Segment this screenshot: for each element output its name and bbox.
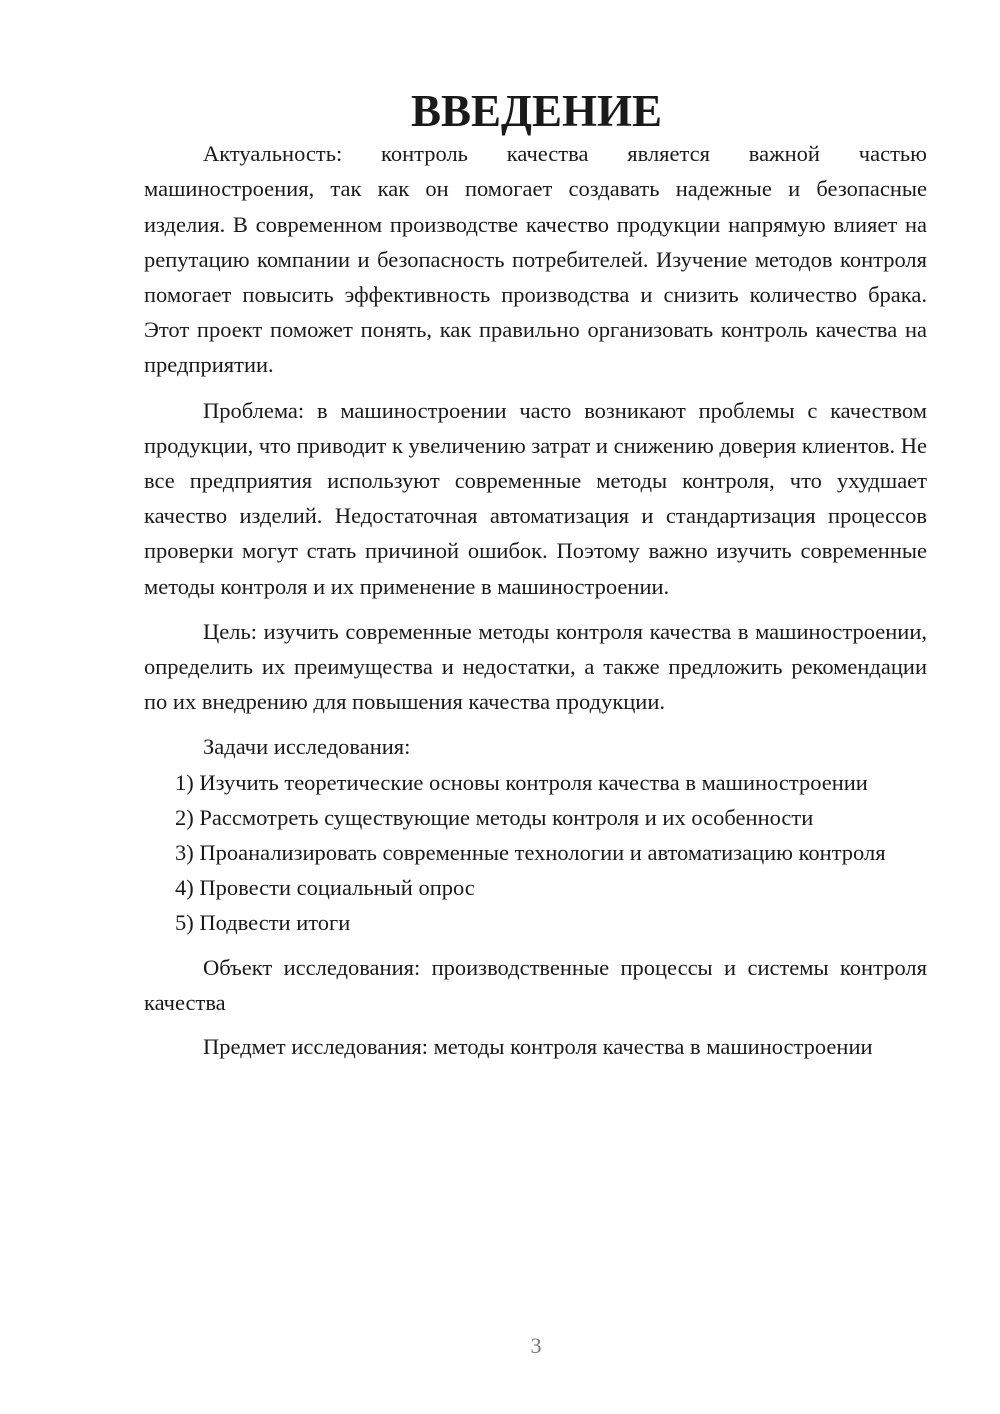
page-content xyxy=(144,86,927,1064)
page-title: ВВЕДЕНИЕ xyxy=(410,86,663,136)
goal-paragraph: Цель: изучить современные методы контроля качества в машиностроении, определить их преимущества и недостатки, а также предложить рекомендации по их внедрению для повышения качества продукции. xyxy=(144,618,927,715)
relevance-paragraph: Актуальность: контроль качества является важной частью машиностроения, так как он помогает создавать надежные и безопасные изделия. В современном производстве качество продукции напрямую влияет на репутацию компании и безопасность потребителей. Изучение методов контроля помогает повысить эффективность производства и снизить количество брака. Этот проект поможет понять, как правильно организовать контроль качества на предприятии. xyxy=(144,141,927,378)
page-number: 3 xyxy=(530,1333,542,1358)
task-item-4: 4) Провести социальный опрос xyxy=(175,875,475,901)
task-item-5: 5) Подвести итоги xyxy=(175,910,351,936)
problem-paragraph: Проблема: в машиностроении часто возникают проблемы с качеством продукции, что приводит к увеличению затрат и снижению доверия клиентов. Не все предприятия используют современные методы контроля, что ухудшает качество изделий. Недостаточная автоматизация и стандартизация процессов проверки могут стать причиной ошибок. Поэтому важно изучить современные методы контроля и их применение в машиностроении. xyxy=(144,397,927,599)
task-item-2: 2) Рассмотреть существующие методы контроля и их особенности xyxy=(175,804,814,830)
subject-paragraph: Предмет исследования: методы контроля качества в машиностроении xyxy=(203,1034,873,1060)
task-item-1: 1) Изучить теоретические основы контроля качества в машиностроении xyxy=(175,769,868,795)
object-paragraph: Объект исследования: производственные процессы и системы контроля качества xyxy=(144,954,927,1015)
tasks-heading: Задачи исследования: xyxy=(203,734,411,760)
task-item-3: 3) Проанализировать современные технологии и автоматизацию контроля xyxy=(175,840,886,866)
